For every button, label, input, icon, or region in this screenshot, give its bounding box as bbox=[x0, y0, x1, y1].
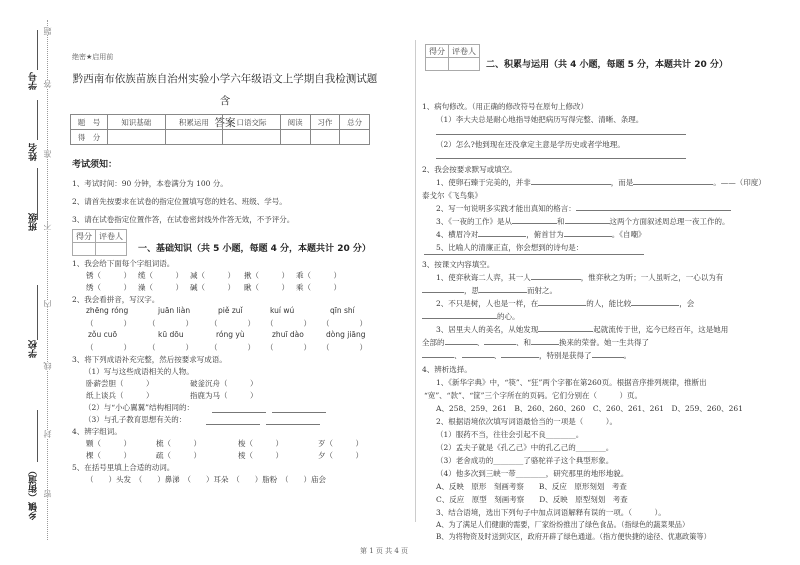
answer-line[interactable] bbox=[462, 357, 494, 358]
pinyin: dòng jiāng bbox=[326, 330, 366, 339]
text: 全部的 bbox=[422, 338, 445, 347]
notice-heading: 考试须知： bbox=[72, 160, 118, 170]
score-header: 知识基础 bbox=[108, 115, 166, 130]
answer-line[interactable] bbox=[631, 305, 679, 306]
answer-line[interactable] bbox=[422, 292, 464, 293]
notice-item: 1、考试时间：90 分钟，本卷满分为 100 分。 bbox=[72, 179, 228, 188]
s2-q3-l2-cont bbox=[422, 311, 520, 322]
text: 2、不只是树，人也是一样，在 bbox=[436, 299, 539, 308]
answer-line[interactable] bbox=[436, 158, 686, 159]
q4-item: 歹（ ） bbox=[318, 439, 363, 448]
text: 的人，能比较 bbox=[586, 299, 632, 308]
page-footer: 第 1 页 共 4 页 bbox=[360, 547, 409, 555]
answer-line[interactable] bbox=[422, 318, 497, 319]
answer-line[interactable] bbox=[633, 184, 713, 185]
seal-char: 内 bbox=[43, 300, 52, 308]
text: 、 bbox=[476, 338, 484, 347]
fill-line bbox=[37, 410, 38, 462]
q1-item: 碱（ ） bbox=[190, 283, 235, 292]
text: 。《自嘲》 bbox=[611, 230, 646, 239]
pinyin-blank[interactable]: （ ） bbox=[148, 343, 193, 352]
grader-score-label: 得分 bbox=[426, 45, 449, 58]
q4-item: 夕（ ） bbox=[318, 451, 363, 460]
s2-q4-l1-options: A、258、259、261 B、260、260、260 C、260、261、261 D、259、260、261 bbox=[436, 404, 743, 413]
column-divider bbox=[415, 40, 416, 522]
s2-q4-opt-ab: A、反映 原形 刻画考察 B、反应 原形刻划 考查 bbox=[436, 482, 627, 491]
q4-item: 疏（ ） bbox=[156, 451, 201, 460]
q1-item: 绣（ ） bbox=[86, 283, 131, 292]
q3-sub2: （2）与“小心翼翼”结构相同的： bbox=[84, 403, 194, 412]
score-cell[interactable] bbox=[108, 130, 166, 145]
text: ，特别是获得了 bbox=[539, 351, 592, 360]
s2-q3-stem: 3、按课文内容填空。 bbox=[422, 260, 495, 269]
answer-line[interactable] bbox=[266, 424, 320, 425]
answer-line[interactable] bbox=[212, 412, 266, 413]
grader-reviewer-cell[interactable] bbox=[449, 58, 480, 71]
text: 换来的荣誉。她一生共得了 bbox=[559, 338, 649, 347]
answer-line[interactable] bbox=[576, 210, 731, 211]
q1-item: 澡（ ） bbox=[138, 283, 183, 292]
pinyin-blank[interactable]: （ ） bbox=[322, 343, 367, 352]
title-line-2: 答案 bbox=[214, 117, 236, 129]
s2-q4-l2: 2、根据语境依次填写词语最恰当的一项是（ ）。 bbox=[436, 417, 618, 426]
grader-score-cell[interactable] bbox=[73, 243, 96, 256]
pinyin: piě zuǐ bbox=[218, 306, 243, 315]
score-cell[interactable] bbox=[280, 130, 310, 145]
fill-line bbox=[37, 30, 38, 70]
text: 4、横眉冷对 bbox=[436, 230, 479, 239]
score-header: 习作 bbox=[310, 115, 340, 130]
s2-q2-l2 bbox=[436, 203, 731, 214]
text: 起就流传于世，迄今已经百年，这是她用 bbox=[593, 325, 729, 334]
s2-q4-s3: （3）老舍成功的________了骆驼祥子这个典型形象。 bbox=[436, 456, 614, 465]
seal-char: 题 bbox=[43, 27, 52, 35]
seal-char: 封 bbox=[43, 430, 52, 438]
answer-line[interactable] bbox=[564, 236, 612, 237]
text: 、 bbox=[493, 351, 501, 360]
s2-q4-l3: 3、结合语境，选出下列句子中加点词语解释有误的一项。（ ）。 bbox=[436, 508, 666, 517]
idiom-item: 指鹿为马（ ） bbox=[190, 391, 258, 400]
text: 2、写一句说明多实践才能出真知的格言： bbox=[436, 204, 576, 213]
q4-stem: 4、辨字组词。 bbox=[72, 427, 122, 436]
grader-score-label: 得分 bbox=[73, 230, 96, 243]
title-line-1: 黔西南布依族苗族自治州实验小学六年级语文上学期自我检测试题 含 bbox=[72, 73, 378, 107]
s2-q4-l1b: “宽”、“款”、“筐”三个字所在的页码。它们分别在（ ）页。 bbox=[424, 391, 643, 400]
pinyin-blank[interactable]: （ ） bbox=[86, 343, 131, 352]
seal-char: 答 bbox=[43, 80, 52, 88]
grader-reviewer-label: 评卷人 bbox=[96, 230, 127, 243]
answer-line[interactable] bbox=[531, 184, 611, 185]
answer-line[interactable] bbox=[531, 279, 581, 280]
pinyin-blank[interactable]: （ ） bbox=[148, 319, 193, 328]
answer-line[interactable] bbox=[592, 357, 624, 358]
pinyin-blank[interactable]: （ ） bbox=[322, 319, 367, 328]
seal-char: 不 bbox=[43, 222, 52, 230]
s2-q3-l3-cont bbox=[422, 337, 649, 348]
pinyin: kuí wú bbox=[270, 306, 295, 315]
s2-q2-stem: 2、我会按要求默写或填空。 bbox=[422, 165, 517, 174]
answer-line[interactable] bbox=[272, 412, 326, 413]
grader-reviewer-label: 评卷人 bbox=[449, 45, 480, 58]
text: 这两个方面叙述周总理一夜工作的。 bbox=[609, 217, 730, 226]
answer-line[interactable] bbox=[538, 331, 593, 332]
score-header: 阅读 bbox=[280, 115, 310, 130]
grader-box bbox=[72, 229, 127, 256]
label-township: 乡镇（街道） bbox=[29, 466, 39, 520]
text: 的心。 bbox=[497, 312, 520, 321]
q4-item: 梳（ ） bbox=[156, 439, 201, 448]
pinyin: kū dōu bbox=[158, 330, 184, 339]
score-cell[interactable] bbox=[340, 130, 370, 145]
s2-q2-l5: 5、比喻人的清廉正直，你会想到的诗句是： bbox=[436, 243, 584, 252]
text: 3、《一夜的工作》是从 bbox=[436, 217, 513, 226]
pinyin-blank[interactable]: （ ） bbox=[210, 343, 255, 352]
q4-item: 颗（ ） bbox=[86, 439, 131, 448]
seal-char: 密 bbox=[43, 490, 52, 498]
answer-line[interactable] bbox=[484, 344, 516, 345]
pinyin: zhēng róng bbox=[86, 306, 129, 315]
seal-line bbox=[47, 20, 48, 540]
answer-line[interactable] bbox=[501, 357, 539, 358]
confidential-mark: 绝密★启用前 bbox=[72, 53, 114, 61]
s2-q3-l2 bbox=[436, 298, 694, 309]
notice-item: 3、请在试卷指定位置作答，在试卷密封线外作答无效，不予评分。 bbox=[72, 215, 295, 224]
q3-sub3: （3）与孔子教育思想有关的： bbox=[84, 415, 187, 424]
s2-q3-l1 bbox=[436, 272, 723, 283]
q4-item: 梭（ ） bbox=[238, 439, 283, 448]
grader-box bbox=[425, 44, 480, 71]
seal-char: 准 bbox=[43, 150, 52, 158]
q3-stem: 3、将下列成语补充完整，然后按要求写成语。 bbox=[72, 355, 227, 364]
notice-item: 2、请首先按要求在试卷的指定位置填写您的姓名、班级、学号。 bbox=[72, 197, 287, 206]
s2-q2-l1 bbox=[436, 177, 766, 188]
score-header: 口语交际 bbox=[223, 115, 281, 130]
s2-q4-s2: （2）孟夫子就是《孔乙己》中的孔乙己的________。 bbox=[436, 443, 614, 452]
fill-line bbox=[37, 285, 38, 340]
pinyin-blank[interactable]: （ ） bbox=[266, 319, 311, 328]
s2-q4-opt-cd: C、反应 原型 刻画考察 D、反映 原型刻划 考查 bbox=[436, 495, 628, 504]
q4-item: 棵（ ） bbox=[86, 451, 131, 460]
q1-item: 减（ ） bbox=[190, 271, 235, 280]
q5-line: （ ）头发 （ ）鼻涕 （ ）耳朵 （ ）脂粉 （ ）庙会 bbox=[86, 475, 326, 484]
s2-q2-l3 bbox=[436, 216, 730, 227]
fill-line bbox=[37, 100, 38, 140]
idiom-item: 卧薪尝胆（ ） bbox=[86, 379, 154, 388]
text: ，会 bbox=[679, 299, 695, 308]
q1-item: 乖（ ） bbox=[296, 271, 341, 280]
answer-line[interactable] bbox=[479, 292, 527, 293]
idiom-item: 破釜沉舟（ ） bbox=[190, 379, 258, 388]
grader-score-cell[interactable] bbox=[426, 58, 449, 71]
answer-line[interactable] bbox=[531, 344, 559, 345]
q4-item: 棱（ ） bbox=[238, 451, 283, 460]
label-school: 学校 bbox=[29, 340, 39, 358]
q2-stem: 2、我会看拼音，写汉字。 bbox=[72, 295, 160, 304]
text: 而射之。 bbox=[527, 286, 557, 295]
pinyin: zhuī dào bbox=[272, 330, 304, 339]
q1-item: 瞅（ ） bbox=[244, 283, 289, 292]
s2-q3-l1-cont bbox=[422, 285, 557, 296]
text: 3、居里夫人的美名，从她发现 bbox=[436, 325, 539, 334]
q1-item: 乘（ ） bbox=[296, 283, 341, 292]
score-header: 积累运用 bbox=[165, 115, 223, 130]
s2-q1-s2: （2）怎么?他到现在还没拿定主意是学历史或者学地理。 bbox=[436, 140, 625, 149]
text: 。——（印度） bbox=[713, 178, 766, 187]
s2-q1-s1: （1）李大夫总是耐心地指导她把病历写得完整、清晰、条理。 bbox=[436, 115, 644, 124]
s2-q4-s1: （1）服药不当，往往会引起不良________。 bbox=[436, 430, 584, 439]
s2-q2-l4 bbox=[436, 229, 646, 240]
text: ，惟弈秋之为听；一人虽听之，一心以为有 bbox=[580, 273, 724, 282]
section-2-heading: 二、积累与运用（共 4 小题，每题 5 分，本题共计 20 分） bbox=[486, 60, 728, 70]
q1-item: 揪（ ） bbox=[244, 271, 289, 280]
idiom-item: 纸上谈兵（ ） bbox=[86, 391, 154, 400]
answer-line[interactable] bbox=[565, 223, 610, 224]
grader-reviewer-cell[interactable] bbox=[96, 243, 127, 256]
score-cell[interactable] bbox=[223, 130, 281, 145]
s2-q1-stem: 1、病句修改。（用正确的修改符号在原句上修改） bbox=[422, 102, 589, 111]
pinyin-blank[interactable]: （ ） bbox=[86, 319, 131, 328]
pinyin: qīn shí bbox=[330, 306, 355, 315]
text: ，思 bbox=[464, 286, 479, 295]
section-1-heading: 一、基础知识（共 5 小题，每题 4 分，本题共计 20 分） bbox=[138, 244, 371, 254]
text: 、和 bbox=[516, 338, 531, 347]
answer-line[interactable] bbox=[512, 223, 557, 224]
score-header: 题 号 bbox=[71, 115, 108, 130]
text: 。 bbox=[623, 351, 631, 360]
answer-line[interactable] bbox=[436, 134, 686, 135]
label-name: 姓名 bbox=[29, 143, 39, 161]
s2-q4-s4: （4）他多次到三峡一带________，研究那里的地形地貌。 bbox=[436, 469, 629, 478]
answer-line[interactable] bbox=[206, 424, 260, 425]
text: ，而是 bbox=[610, 178, 634, 187]
s2-q4-b3: B、为将物资及时送到灾区，政府开辟了绿色通道。（指方便快捷的途径、优惠政策等） bbox=[436, 532, 711, 541]
answer-line[interactable] bbox=[445, 344, 477, 345]
q5-stem: 5、在括号里填上合适的动词。 bbox=[72, 463, 175, 472]
score-header: 总分 bbox=[340, 115, 370, 130]
pinyin-blank[interactable]: （ ） bbox=[266, 343, 311, 352]
score-cell[interactable] bbox=[310, 130, 340, 145]
q1-item: 锈（ ） bbox=[86, 271, 131, 280]
s2-q4-a3: A、为了满足人们健康的需要，厂家纷纷推出了绿色食品。（指绿色的蔬菜果品） bbox=[436, 520, 690, 529]
q1-stem: 1、我会给下面每个字组词语。 bbox=[72, 259, 175, 268]
pinyin: zǒu cuō bbox=[88, 330, 118, 339]
s2-q4-stem: 4、辨析选择。 bbox=[422, 365, 472, 374]
s2-q3-l3-end bbox=[422, 350, 631, 361]
answer-line[interactable] bbox=[478, 236, 526, 237]
seal-char: 线 bbox=[43, 362, 52, 370]
score-row-label: 得 分 bbox=[71, 130, 108, 145]
q3-sub1: （1）写与这些成语相关的人物。 bbox=[84, 367, 194, 376]
s2-q3-l3 bbox=[436, 324, 728, 335]
text: ，俯首甘为 bbox=[526, 230, 564, 239]
text: 1、使弈秋诲二人弈，其一人 bbox=[436, 273, 531, 282]
q1-item: 缆（ ） bbox=[138, 271, 183, 280]
s2-q4-l1: 1、《新华字典》中，“筷”、“狂”两个字都在第260页。根据音序排列规律，推断出 bbox=[436, 378, 707, 387]
answer-line[interactable] bbox=[538, 305, 586, 306]
answer-line[interactable] bbox=[422, 357, 454, 358]
answer-line[interactable] bbox=[424, 254, 644, 255]
text: 和 bbox=[557, 217, 565, 226]
label-student-id: 学号 bbox=[29, 72, 39, 90]
pinyin-blank[interactable]: （ ） bbox=[210, 319, 255, 328]
pinyin: juān liàn bbox=[158, 306, 191, 315]
text: 1、使卵石臻于完美的，并非 bbox=[436, 178, 531, 187]
score-table bbox=[70, 114, 370, 145]
s2-q2-l1-source: 泰戈尔《飞鸟集》 bbox=[422, 191, 482, 200]
score-cell[interactable] bbox=[165, 130, 223, 145]
text: 、 bbox=[454, 351, 462, 360]
pinyin: róng yù bbox=[216, 330, 245, 339]
label-class: 班级 bbox=[29, 213, 39, 231]
